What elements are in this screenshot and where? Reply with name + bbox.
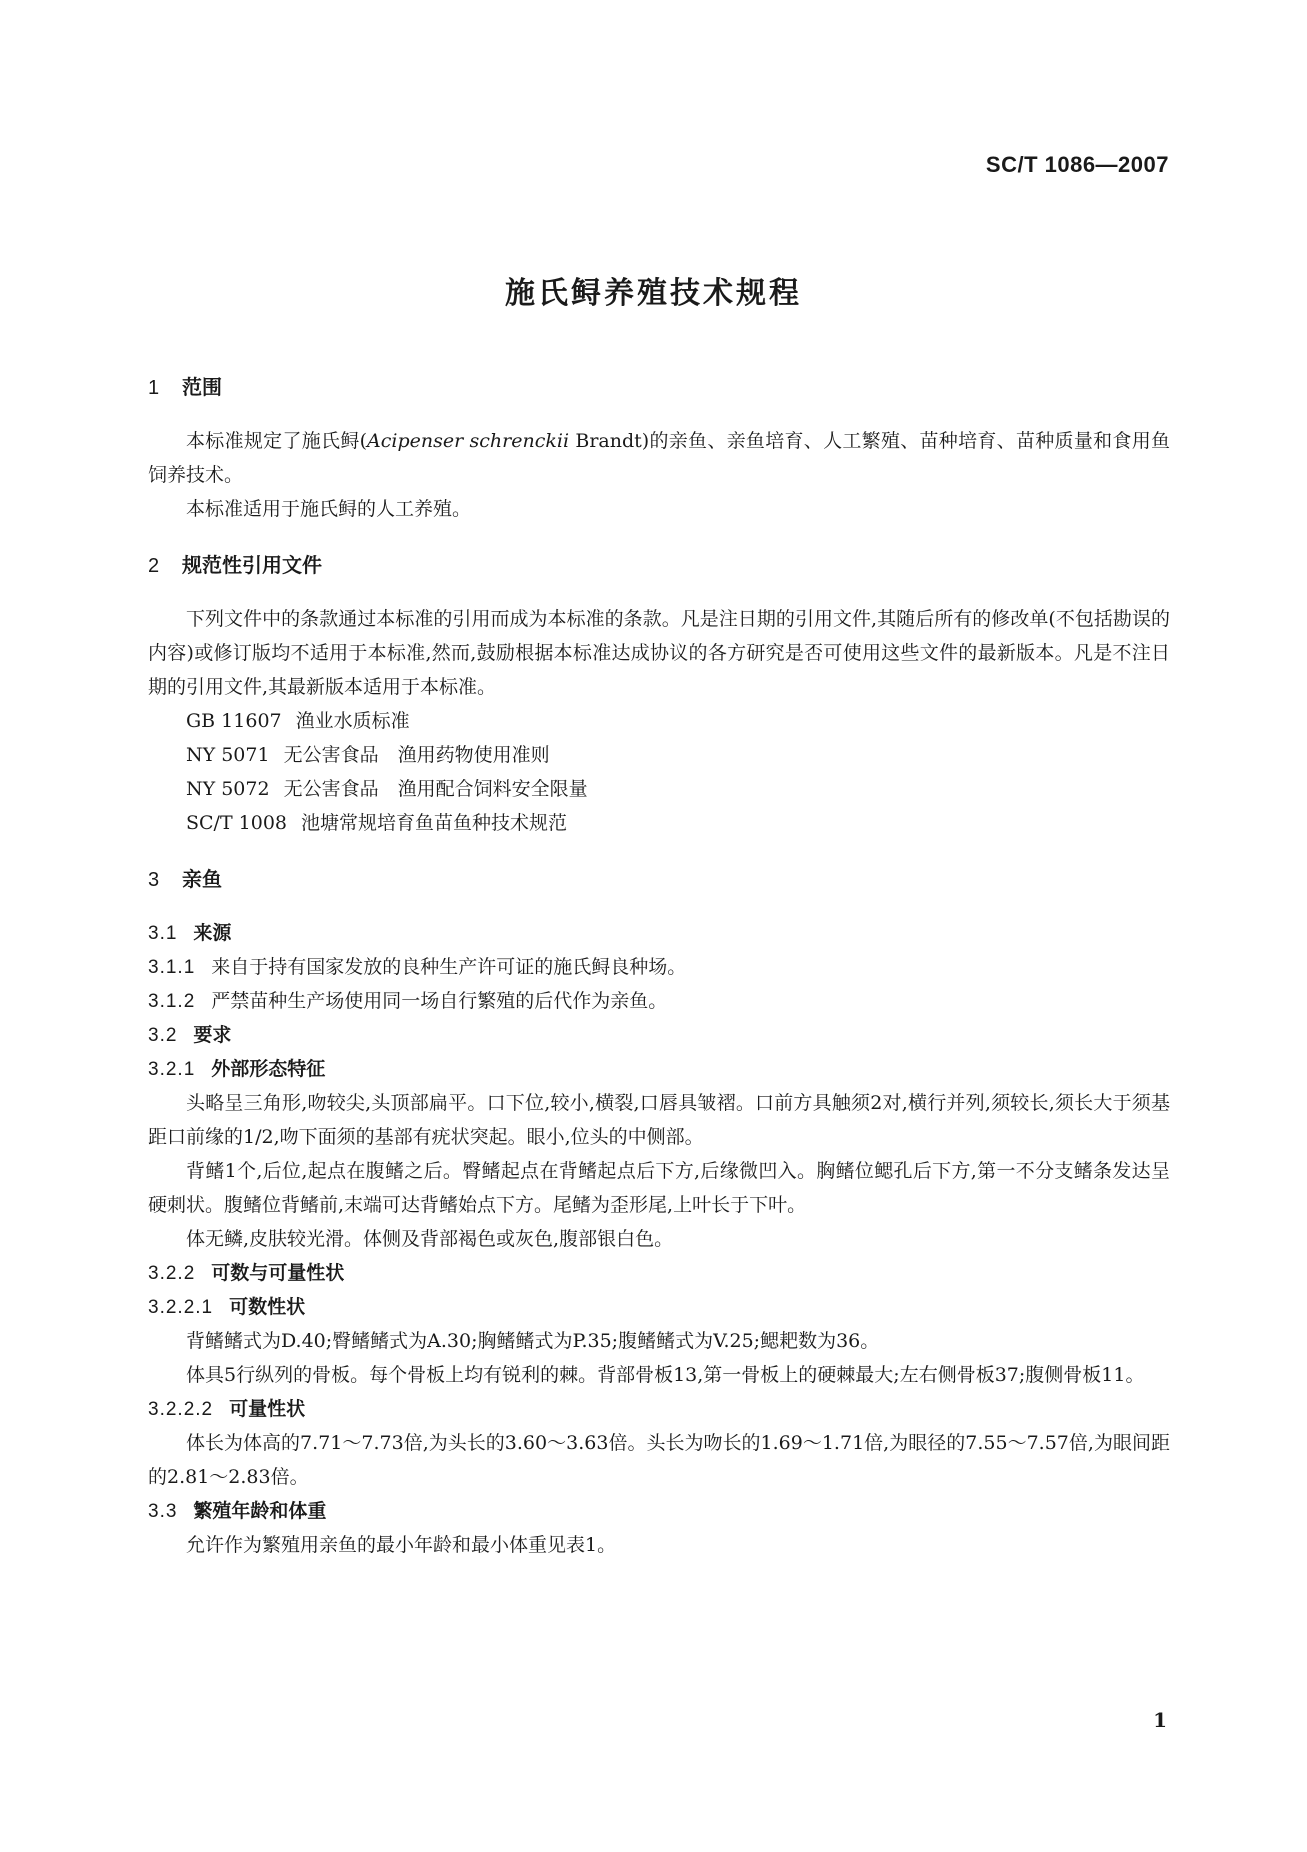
- countable-traits-paragraph-1: 背鳍鳍式为D.40;臀鳍鳍式为A.30;胸鳍鳍式为P.35;腹鳍鳍式为V.25;鳃耙数为36。: [186, 1330, 880, 1352]
- section-1-heading: [148, 370, 1170, 404]
- subsection-number: 3.1: [148, 923, 178, 944]
- section-number: 1: [148, 377, 160, 399]
- text: 本标准规定了施氏鲟(: [186, 430, 368, 452]
- subsection-number: 3.2.1: [148, 1059, 196, 1080]
- scope-paragraph: [148, 424, 1170, 492]
- section-number: 2: [148, 555, 160, 577]
- subsection-3-3-heading: [148, 1494, 1170, 1528]
- reference-item: [148, 704, 1170, 738]
- clause-text: 严禁苗种生产场使用同一场自行繁殖的后代作为亲鱼。: [211, 990, 668, 1012]
- subsection-3-2-2-2-heading: [148, 1392, 1170, 1426]
- clause-number: 3.1.2: [148, 991, 196, 1012]
- morphology-paragraph-1: 头略呈三角形,吻较尖,头顶部扁平。口下位,较小,横裂,口唇具皱褶。口前方具触须2对,横行并列,须较长,须长大于须基距口前缘的1/2,吻下面须的基部有疣状突起。眼小,位头的中侧部。: [148, 1092, 1170, 1148]
- scope-applicability: 本标准适用于施氏鲟的人工养殖。: [186, 498, 472, 520]
- document-title: 施氏鲟养殖技术规程: [505, 276, 802, 311]
- measurable-traits-paragraph: 体长为体高的7.71～7.73倍,为头长的3.60～3.63倍。头长为吻长的1.69～1.71倍,为眼径的7.55～7.57倍,为眼间距的2.81～2.83倍。: [148, 1432, 1170, 1488]
- text: Brandt)的亲鱼、亲鱼培育、人工繁殖、苗种培育、苗种质量和食用鱼饲养技术。: [148, 430, 1170, 486]
- latin-name: Acipenser schrenckii: [367, 430, 570, 452]
- section-title: 范围: [182, 375, 222, 399]
- reference-name: 渔业水质标准: [295, 710, 410, 732]
- subsection-title: 可数与可量性状: [211, 1262, 345, 1284]
- subsection-title: 可数性状: [229, 1296, 306, 1318]
- subsection-3-2-2-heading: [148, 1256, 1170, 1290]
- subsection-3-2-2-1-heading: [148, 1290, 1170, 1324]
- document-body: [148, 370, 1170, 1562]
- countable-traits-paragraph-2: 体具5行纵列的骨板。每个骨板上均有锐利的棘。背部骨板13,第一骨板上的硬棘最大;左右侧骨板37;腹侧骨板11。: [186, 1364, 1145, 1386]
- section-title: 亲鱼: [182, 867, 222, 891]
- reference-code: GB 11607: [186, 710, 282, 732]
- reference-item: [148, 806, 1170, 840]
- subsection-3-2-1-heading: [148, 1052, 1170, 1086]
- subsection-title: 可量性状: [229, 1398, 306, 1420]
- subsection-title: 外部形态特征: [211, 1058, 326, 1080]
- section-3-heading: [148, 862, 1170, 896]
- clause-3-1-2: [148, 984, 1170, 1018]
- reference-code: SC/T 1008: [186, 812, 288, 834]
- references-intro: 下列文件中的条款通过本标准的引用而成为本标准的条款。凡是注日期的引用文件,其随后所有的修改单(不包括勘误的内容)或修订版均不适用于本标准,然而,鼓励根据本标准达成协议的各方研究是否可使用这些文件的最新版本。凡是不注日期的引用文件,其最新版本适用于本标准。: [148, 608, 1170, 698]
- morphology-paragraph-3: 体无鳞,皮肤较光滑。体侧及背部褐色或灰色,腹部银白色。: [186, 1228, 674, 1250]
- clause-number: 3.1.1: [148, 957, 196, 978]
- subsection-3-2-heading: [148, 1018, 1170, 1052]
- morphology-paragraph-2: 背鳍1个,后位,起点在腹鳍之后。臀鳍起点在背鳍起点后下方,后缘微凹入。胸鳍位鳃孔后下方,第一不分支鳍条发达呈硬刺状。腹鳍位背鳍前,末端可达背鳍始点下方。尾鳍为歪形尾,上叶长于下叶。: [148, 1160, 1170, 1216]
- subsection-number: 3.2.2: [148, 1263, 196, 1284]
- breeding-age-paragraph: 允许作为繁殖用亲鱼的最小年龄和最小体重见表1。: [186, 1534, 617, 1556]
- standard-code: SC/T 1086—2007: [985, 152, 1169, 177]
- subsection-number: 3.2: [148, 1025, 178, 1046]
- reference-code: NY 5072: [186, 778, 270, 800]
- subsection-3-1-heading: [148, 916, 1170, 950]
- clause-3-1-1: [148, 950, 1170, 984]
- subsection-title: 来源: [193, 922, 232, 944]
- reference-item: [148, 738, 1170, 772]
- subsection-number: 3.2.2.1: [148, 1297, 214, 1318]
- subsection-number: 3.2.2.2: [148, 1399, 214, 1420]
- section-title: 规范性引用文件: [182, 553, 322, 577]
- subsection-title: 要求: [193, 1024, 232, 1046]
- page-number: 1: [1153, 1708, 1167, 1732]
- section-number: 3: [148, 869, 160, 891]
- subsection-title: 繁殖年龄和体重: [193, 1500, 327, 1522]
- subsection-number: 3.3: [148, 1501, 178, 1522]
- reference-item: [148, 772, 1170, 806]
- reference-name: 无公害食品 渔用配合饲料安全限量: [283, 778, 588, 800]
- reference-name: 无公害食品 渔用药物使用准则: [283, 744, 550, 766]
- clause-text: 来自于持有国家发放的良种生产许可证的施氏鲟良种场。: [211, 956, 687, 978]
- reference-name: 池塘常规培育鱼苗鱼种技术规范: [301, 812, 568, 834]
- section-2-heading: [148, 548, 1170, 582]
- reference-code: NY 5071: [186, 744, 270, 766]
